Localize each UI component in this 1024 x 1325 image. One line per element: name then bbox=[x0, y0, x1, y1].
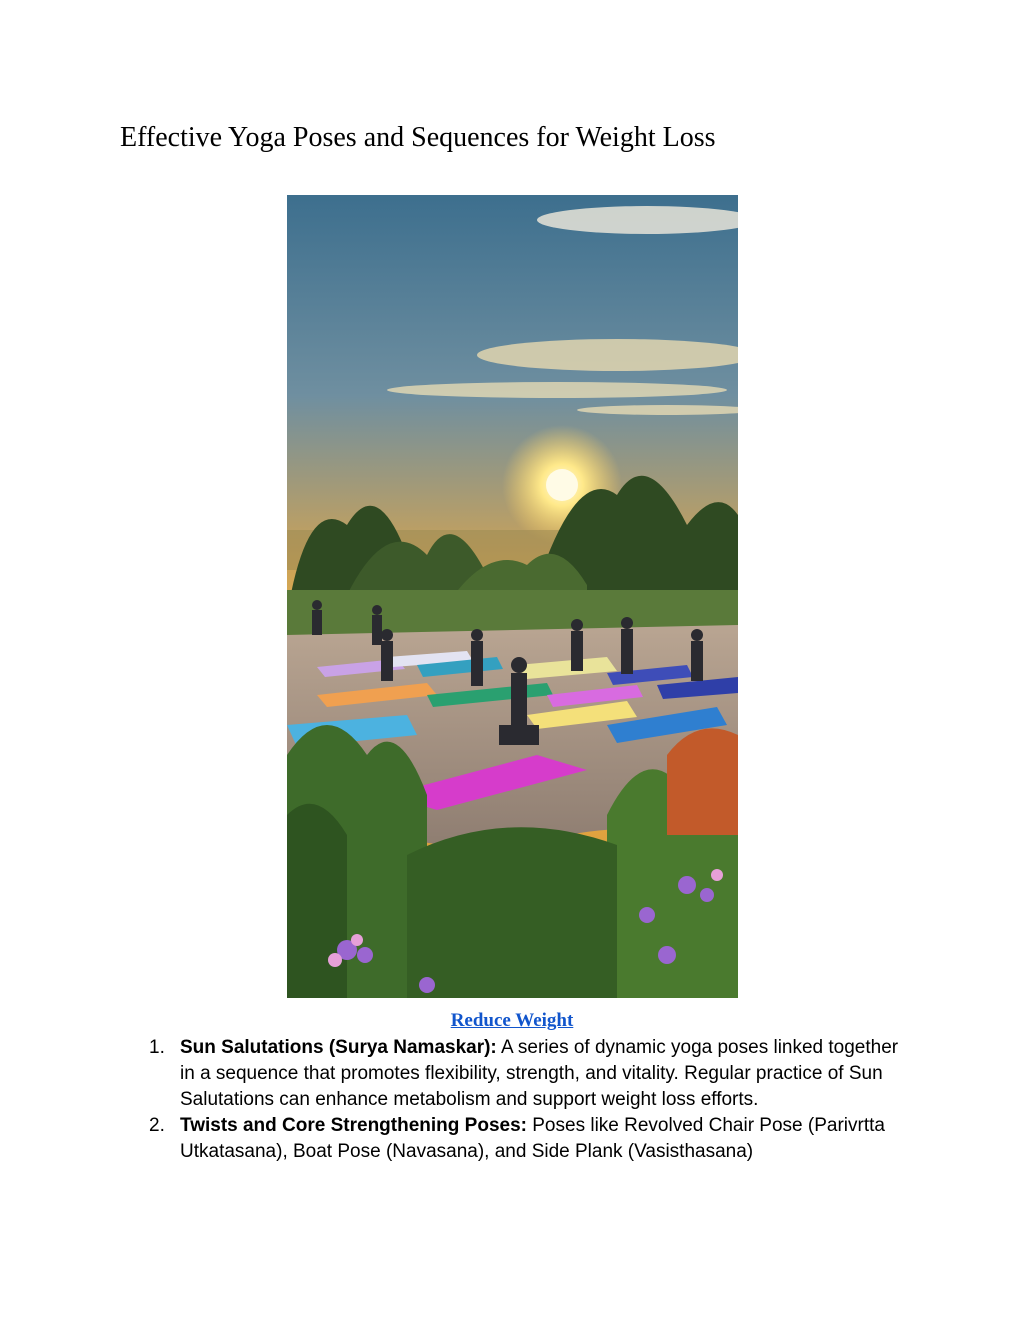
list-item-text: Poses like Revolved Chair Pose (Parivrtta Utkatasana), Boat Pose (Navasana), and Side Plank (Vasisthasana) bbox=[180, 1115, 885, 1162]
list-item-number: 2. bbox=[149, 1115, 165, 1136]
list-item-heading: Twists and Core Strengthening Poses: bbox=[180, 1115, 527, 1136]
list-item bbox=[149, 1035, 900, 1113]
reduce-weight-link[interactable]: Reduce Weight bbox=[450, 1010, 574, 1031]
page-title: Effective Yoga Poses and Sequences for Weight Loss bbox=[120, 122, 716, 153]
yoga-sunset-image bbox=[287, 195, 738, 998]
yoga-poses-list bbox=[149, 1035, 900, 1165]
reduce-weight-caption bbox=[0, 1009, 1024, 1033]
list-item bbox=[149, 1113, 900, 1165]
list-item-number: 1. bbox=[149, 1037, 165, 1058]
list-item-text: A series of dynamic yoga poses linked together in a sequence that promotes flexibility, strength, and vitality. Regular practice of Sun Salutations can enhance metabolism and support weight loss efforts. bbox=[180, 1037, 899, 1110]
yoga-scene-illustration bbox=[287, 195, 738, 998]
list-item-heading: Sun Salutations (Surya Namaskar): bbox=[180, 1037, 497, 1058]
